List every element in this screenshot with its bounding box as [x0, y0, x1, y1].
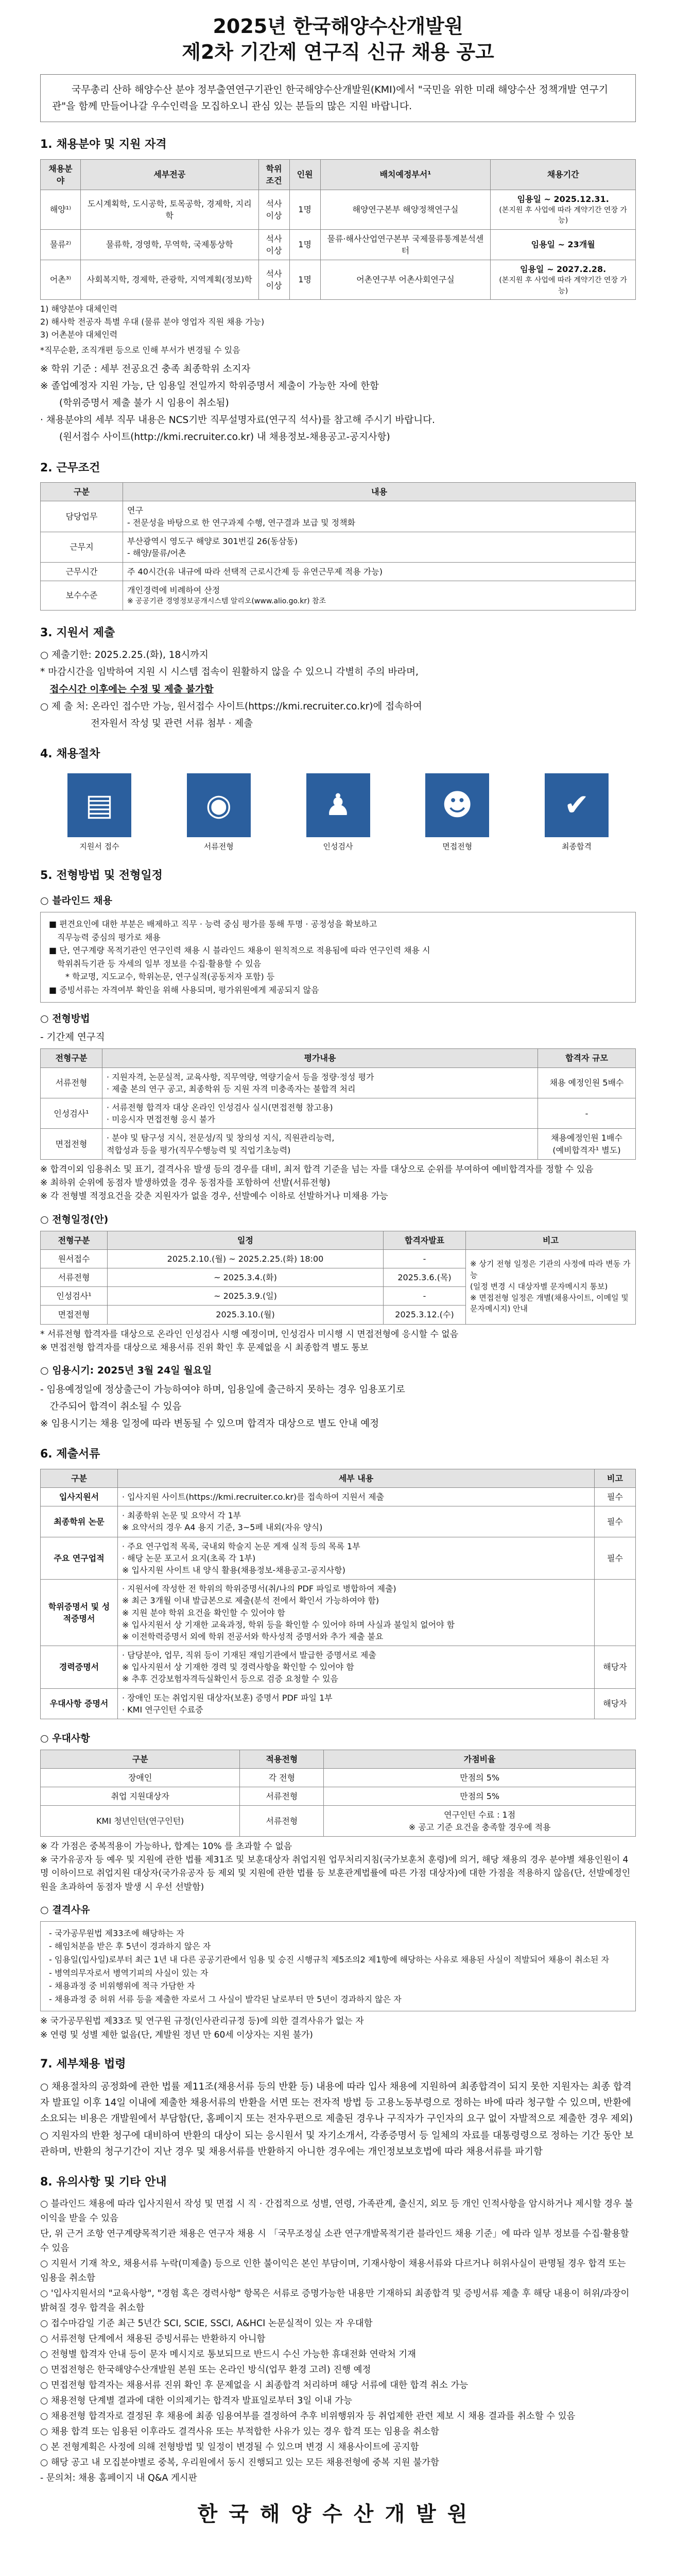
section-5-heading: 5. 전형방법 및 전형일정: [40, 869, 163, 882]
notice-line: ○ 지원서 기재 착오, 채용서류 누락(미제출) 등으로 인한 불이익은 본인 부담이며, 기재사항이 채용서류와 다르거나 허위사실이 판명될 경우 합격 또는 임용을 취소함: [40, 2258, 626, 2283]
cell-scale: -: [538, 1098, 636, 1129]
content-line: - 해양/물류/어촌: [127, 548, 186, 558]
table-row: [41, 501, 636, 532]
cell-content: · 분야 및 탐구성 지식, 전문성/직 및 창의성 지식, 직원관리능력, 적합성과 등을 평가(직무수행능력 및 직업기초능력): [102, 1129, 538, 1159]
step-1: [61, 773, 138, 853]
review-icon: ◉: [187, 773, 251, 837]
table-row: [41, 229, 636, 260]
notice-line: ○ 채용전형 합격자로 결정된 후 채용에 최종 임용여부를 결정하여 추후 비위행위자 등 취업제한 관련 제보 시 채용 결과를 취소할 수 있음: [40, 2411, 576, 2421]
notice-line: ○ '입사지원서의 "교육사항", "경험 혹은 경력사항" 항목은 서류로 증명가능한 내용만 기재하되 최종합격 및 증빙서류 제출 후 해당 내용이 허위/과장이 밝혀질 경우 합격을 취소함: [40, 2288, 630, 2313]
title-line-2: 제2차 기간제 연구직 신규 채용 공고: [182, 41, 494, 64]
table-row: [41, 1688, 636, 1719]
cell-content: · 서류전형 합격자 대상 온라인 인성검사 실시(면접전형 참고용) · 미응시자 면접전형 응시 불가: [102, 1098, 538, 1129]
table-row: [41, 1537, 636, 1580]
method-title: ○ 전형방법: [40, 1012, 90, 1024]
cell-date: ~ 2025.3.9.(일): [108, 1287, 384, 1306]
cell-content: [123, 501, 636, 532]
notice-line: ○ 면접전형 합격자는 채용서류 진위 확인 후 문제없을 시 최종합격 처리하며 해당 서류에 대한 합격 취소 가능: [40, 2380, 469, 2391]
method-table: [40, 1048, 636, 1159]
col-content: 세부 내용: [118, 1469, 595, 1487]
interview-icon: ☻: [425, 773, 489, 837]
table-row: [41, 260, 636, 300]
note-line: ※ 임용시기는 채용 일정에 따라 변동될 수 있으며 합격자 대상으로 별도 안내 예정: [40, 1418, 379, 1430]
blind-line: ■ 증빙서류는 자격여부 확인을 위해 사용되며, 평가위원에게 제공되지 않음: [49, 985, 319, 995]
page-title: [40, 13, 636, 65]
note-line: * 서류전형 합격자를 대상으로 온라인 인성검사 시행 예정이며, 인성검사 미시행 시 면접전형에 응시할 수 없음: [40, 1329, 459, 1340]
step-label: 지원서 접수: [79, 842, 119, 852]
period-text: 임용일 ~ 23개월: [531, 240, 595, 250]
step-4: [419, 773, 496, 853]
cell-note: 필수: [595, 1506, 636, 1537]
cell-field: 해양¹⁾: [41, 190, 81, 230]
blind-line: 학위취득기관 등 자세의 일부 정보를 수집·활용할 수 있음: [57, 958, 262, 969]
disq-line: - 채용과정 중 비위행위에 적극 가담한 자: [49, 1981, 195, 1991]
cell-note: 필수: [595, 1537, 636, 1580]
cell-type: 주요 연구업적: [41, 1537, 118, 1580]
col-stage: 적용전형: [240, 1750, 324, 1768]
footnote: 1) 해양분야 대체인력: [40, 303, 118, 314]
inquiry-line: - 문의처: 채용 홈페이지 내 Q&A 게시판: [40, 2472, 197, 2483]
recruit-field-table: [40, 159, 636, 300]
cell-content: [123, 532, 636, 562]
disq-line: - 채용과정 중 허위 서류 등을 제출한 자로서 그 사실이 발각된 날로부터 만 5년이 경과하지 않은 자: [49, 1994, 402, 2004]
submission-info: [40, 647, 636, 731]
cell-content: · 지원자격, 논문실적, 교육사항, 직무역량, 역량기술서 등을 정량·정성 평가 · 제출 본의 연구 공고, 최종학위 등 지원 자격 미충족자는 불합격 처리: [102, 1067, 538, 1098]
preference-title: ○ 우대사항: [40, 1733, 90, 1744]
disqualification-notes: [40, 2014, 636, 2042]
table-row: [41, 532, 636, 562]
law-line: ○ 채용절차의 공정화에 관한 법률 제11조(채용서류 등의 반환 등) 내용에 따라 입사 채용에 지원하여 최종합격이 되지 못한 지원자는 최종 합격자 발표일 이후 14일 이내에 제출한 채용서류의 반환을 서면 또는 전자적 방법 등 고용노동부령으로 정하는 바에 따라 청구할 수 있으며, 반환에 소요되는 비용은 개발원에서 부담함(단, 홈페이지 또는 전자우편으로 제출된 경우나 구직자가 구인자의 요구 없이 자발적으로 제출한 경우 제외): [40, 2081, 633, 2124]
note-line: 간주되어 합격이 취소될 수 있음: [49, 1401, 182, 1413]
schedule-notes: [40, 1328, 636, 1355]
schedule-title: ○ 전형일정(안): [40, 1213, 109, 1225]
step-label: 서류전형: [203, 842, 234, 852]
footnote: 3) 어촌분야 대체인력: [40, 329, 118, 340]
table-row: [41, 190, 636, 230]
col-count: 인원: [289, 159, 320, 190]
cell-period: [491, 229, 636, 260]
section-8-heading: 8. 유의사항 및 기타 안내: [40, 2176, 167, 2189]
cell-label: 근무지: [41, 532, 123, 562]
cell-degree: 석사 이상: [258, 229, 289, 260]
col-type: 전형구분: [41, 1049, 102, 1067]
table-row: [41, 1129, 636, 1159]
note-line: · 채용분야의 세부 직무 내용은 NCS기반 직무설명자료(연구직 석사)를 참고해 주시기 바랍니다.: [40, 415, 435, 426]
table-row: [41, 1768, 636, 1787]
col-label: 구분: [41, 483, 123, 501]
section-4-heading: 4. 채용절차: [40, 747, 100, 760]
note-line: * 마감시간을 임박하여 지원 시 시스템 접속이 원활하지 않을 수 있으니 각별히 주의 바라며,: [40, 667, 419, 678]
method-notes: [40, 1163, 636, 1204]
law-line: ○ 지원자의 반환 청구에 대비하여 반환의 대상이 되는 응시원서 및 자기소개서, 각종증명서 등 일체의 자료를 대통령령으로 정하는 기간 동안 보관하며, 반환의 청구기간이 지난 경우 및 채용서류를 반환하지 아니한 경우에는 개인정보보호법에 따라 채용서류를 파기함: [40, 2130, 634, 2158]
preference-notes: [40, 1840, 636, 1894]
table-row: [41, 1488, 636, 1506]
step-2: [180, 773, 257, 853]
col-date: 일정: [108, 1231, 384, 1249]
cell-count: 1명: [289, 260, 320, 300]
deadline-line: ○ 제출기한: 2025.2.25.(화), 18시까지: [40, 650, 209, 661]
cell-rate: 만점의 5%: [324, 1787, 636, 1806]
cell-type: 면접전형: [41, 1306, 108, 1324]
period-note: (본지원 후 사업에 따라 계약기간 연장 가능): [499, 276, 627, 295]
blind-line: 직무능력 중심의 평가로 채용: [57, 932, 161, 942]
table-row: [41, 1098, 636, 1129]
cell-rate: 만점의 5%: [324, 1768, 636, 1787]
cell-stage: 각 전형: [240, 1768, 324, 1787]
table-row: [41, 1506, 636, 1537]
table-row: [41, 1806, 636, 1836]
schedule-table: [40, 1231, 636, 1325]
step-3: [300, 773, 377, 853]
disqualification-title: ○ 결격사유: [40, 1904, 90, 1916]
note-line: ※ 학위 기준 : 세부 전공요건 충족 최종학위 소지자: [40, 364, 251, 375]
footnote-star: *직무순환, 조직개편 등으로 인해 부서가 변경될 수 있음: [40, 345, 240, 355]
period-text: 임용일 ~ 2027.2.28.: [520, 264, 606, 275]
note-line: ※ 각 가점은 중복적용이 가능하나, 합계는 10% 를 초과할 수 없음: [40, 1841, 292, 1852]
col-major: 세부전공: [80, 159, 258, 190]
cell-note: [595, 1580, 636, 1646]
note-line: (원서접수 사이트(http://kmi.recruiter.co.kr) 내 채용정보-채용공고-공지사항): [59, 432, 390, 443]
table-row: [41, 581, 636, 610]
disq-line: - 임용일(입사일)로부터 최근 1년 내 다른 공공기관에서 임용 및 승진 시행규칙 제5조의2 제1항에 해당하는 사유로 채용된 사실이 적발되어 채용이 취소된 자: [49, 1955, 610, 1965]
cell-content: · 주요 연구업적 목록, 국내외 학술지 논문 게재 실적 등의 목록 1부 · 해당 논문 포고서 요지(초록 각 1부) ※ 입사지원 사이트 내 양식 활용(채용정보-채용공고-공지사항): [118, 1537, 595, 1580]
cell-type: 서류전형: [41, 1067, 102, 1098]
table-row: [41, 1249, 636, 1268]
cell-scale: 채용예정인원 1배수 (예비합격자¹ 별도): [538, 1129, 636, 1159]
documents-table: [40, 1469, 636, 1719]
cell-content: · 최종학위 논문 및 요약서 각 1부 ※ 요약서의 경우 A4 용지 기준, 3~5페 내외(자유 양식): [118, 1506, 595, 1537]
cell-dept: 해양연구본부 해양정책연구실: [320, 190, 491, 230]
preference-table: [40, 1750, 636, 1837]
cell-note: 해당자: [595, 1688, 636, 1719]
col-period: 채용기간: [491, 159, 636, 190]
cell-label: 근무시간: [41, 563, 123, 581]
period-note: (본지원 후 사업에 따라 계약기간 연장 가능): [499, 206, 627, 225]
cell-degree: 석사 이상: [258, 190, 289, 230]
note-line: ※ 각 전형별 적정요건을 갖춘 지원자가 없을 경우, 선발예수 이하로 선발하거나 미채용 가능: [40, 1191, 388, 1202]
col-content: 내용: [123, 483, 636, 501]
cell-label: 보수수준: [41, 581, 123, 610]
cell-content: · 담당분야, 업무, 직위 등이 기재된 재임기관에서 발급한 증명서로 제출 ※ 입사지원서 상 기재한 경력 및 경력사항을 확인할 수 있어야 함 ※ 추후 건강보험자격득실확인서 등으로 검증 요청할 수 있음: [118, 1646, 595, 1689]
notice-line: ○ 전형별 합격자 안내 등이 문자 메시지로 통보되므로 반드시 수신 가능한 휴대전화 연락처 기재: [40, 2349, 416, 2360]
cell-stage: 서류전형: [240, 1806, 324, 1836]
title-line-1: 2025년 한국해양수산개발원: [213, 15, 463, 38]
note-line: ※ 졸업예정자 지원 가능, 단 임용일 전일까지 학위증명서 제출이 가능한 자에 한함: [40, 381, 379, 392]
col-field: 채용분야: [41, 159, 81, 190]
notice-line: 단, 위 근거 조항 연구계량목적기관 채용은 연구자 채용 시 「국무조정실 소관 연구개발목적기관 블라인드 채용 기준」에 따라 일부 정보를 수집·활용할 수 있음: [40, 2228, 629, 2253]
cell-field: 어촌³⁾: [41, 260, 81, 300]
col-scale: 합격자 규모: [538, 1049, 636, 1067]
cell-type: 입사지원서: [41, 1488, 118, 1506]
content-line: 부산광역시 영도구 해양로 301번길 26(동삼동): [127, 536, 298, 546]
table-row: [41, 563, 636, 581]
note-line: (학위증명서 제출 불가 시 임용이 취소됨): [59, 398, 229, 409]
cell-type: 취업 지원대상자: [41, 1787, 240, 1806]
blind-line: ■ 단, 연구계량 목적기관인 연구인력 채용 시 블라인드 채용이 원칙적으로 적용됨에 따라 연구인력 채용 시: [49, 945, 430, 956]
cell-type: 서류전형: [41, 1268, 108, 1286]
appoint-lines: [40, 1382, 636, 1432]
col-content: 평가내용: [102, 1049, 538, 1067]
document-icon: ▤: [67, 773, 131, 837]
col-remark: 비고: [466, 1231, 636, 1249]
section-1-footnotes: [40, 303, 636, 357]
notice-line: ○ 블라인드 채용에 따라 입사지원서 작성 및 면접 시 직 · 간접적으로 성별, 연령, 가족관계, 출신지, 외모 등 개인 인적사항을 암시하거나 제시할 경우 불이익을 받을 수 있음: [40, 2198, 633, 2224]
footnote: 2) 해사학 전공자 특별 우대 (물류 분야 영업자 직원 채용 가능): [40, 316, 265, 327]
blind-box: [40, 912, 636, 1003]
note-line: ※ 면접전형 합격자를 대상으로 채용서류 진위 확인 후 문제없을 시 최종합격 별도 통보: [40, 1342, 369, 1353]
cell-type: 학위증명서 및 성적증명서: [41, 1580, 118, 1646]
col-rate: 가점비율: [324, 1750, 636, 1768]
work-condition-table: [40, 482, 636, 611]
notice-line: ○ 접수마감일 기준 최근 5년간 SCI, SCIE, SSCI, A&HCI 논문실적이 있는 자 우대함: [40, 2318, 373, 2329]
step-label: 최종합격: [562, 842, 592, 852]
cell-content: · 지원서에 작성한 전 학위의 학위증명서(취/나의 PDF 파일로 병합하여 제출) ※ 최근 3개월 이내 발급본으로 제출(분석 전에서 확인서 가능하여야 함) ※ 지원 분야 학위 요건을 확인할 수 있어야 함 ※ 입사지원서 상 기재한 교육과정, 학위 등을 확인할 수 있어야 하며 사실과 불일치 없어야 함 ※ 이전학력증명서 외에 학위 전공서와 학사성적 증명서와 추가 제출 불요: [118, 1580, 595, 1646]
note-line: ※ 국가공무원법 제33조 및 연구원 규정(인사관리규정 등)에 의한 결격사유가 없는 자: [40, 2016, 364, 2027]
disq-line: - 해임처분을 받은 후 5년이 경과하지 않은 자: [49, 1941, 211, 1952]
cell-dept: 물류·해사산업연구본부 국제물류통계분석센터: [320, 229, 491, 260]
cell-rate: 연구인턴 수료 : 1점 ※ 공고 기준 요건을 충족할 경우에 적용: [324, 1806, 636, 1836]
cell-remark: ※ 상기 전형 일정은 기관의 사정에 따라 변동 가능 (일정 변경 시 대상자별 문자메시지 통보) ※ 면접전형 일정은 개별(채용사이트, 이메일 및 문자메시지) 안내: [466, 1249, 636, 1324]
notice-line: ○ 해당 공고 내 모집분야별로 중복, 우리원에서 동시 진행되고 있는 모든 채용전형에 중복 지원 불가함: [40, 2457, 439, 2468]
disq-line: - 국가공무원법 제33조에 해당하는 자: [49, 1928, 184, 1938]
process-steps: [40, 768, 636, 853]
intro-box: 국무총리 산하 해양수산 분야 정부출연연구기관인 한국해양수산개발원(KMI)에서 "국민을 위한 미래 해양수산 정책개발 연구기관"을 함께 만들어나갈 우수인력을 모집하오니 관심 있는 분들의 많은 지원 바랍니다.: [40, 74, 636, 122]
note-line: ※ 최하위 순위에 동점자 발생하였을 경우 동점자를 포함하여 선발(서류전형): [40, 1178, 331, 1189]
cell-period: [491, 190, 636, 230]
col-type: 구분: [41, 1750, 240, 1768]
col-note: 비고: [595, 1469, 636, 1487]
cell-label: 담당업무: [41, 501, 123, 532]
cell-type: KMI 청년인턴(연구인턴): [41, 1806, 240, 1836]
cell-field: 물류²⁾: [41, 229, 81, 260]
cell-note: 필수: [595, 1488, 636, 1506]
cell-type: 우대사항 증명서: [41, 1688, 118, 1719]
handshake-icon: ✔: [545, 773, 609, 837]
table-row: [41, 1067, 636, 1098]
cell-count: 1명: [289, 190, 320, 230]
cell-result: 2025.3.12.(수): [384, 1306, 466, 1324]
content-line: 개인경력에 비례하여 산정: [127, 585, 220, 596]
col-result: 합격자발표: [384, 1231, 466, 1249]
cell-content: · 입사지원 사이트(https://kmi.recruiter.co.kr)를 접속하여 지원서 제출: [118, 1488, 595, 1506]
alio-link[interactable]: ※ 공공기관 경영정보공개시스템 알리오(www.alio.go.kr) 참조: [127, 597, 326, 606]
organization-footer: 한국해양수산개발원: [197, 2502, 479, 2526]
section-7-body: [40, 2079, 636, 2160]
cell-type: 최종학위 논문: [41, 1506, 118, 1537]
cell-note: 해당자: [595, 1646, 636, 1689]
cell-type: 인성검사¹: [41, 1287, 108, 1306]
cell-content: [123, 581, 636, 610]
section-3-heading: 3. 지원서 제출: [40, 626, 115, 639]
cell-major: 물류학, 경영학, 무역학, 국제통상학: [80, 229, 258, 260]
submit-site-line[interactable]: ○ 제 출 처: 온라인 접수만 가능, 원서접수 사이트(https://kmi.recruiter.co.kr)에 접속하여: [40, 701, 422, 712]
cell-date: 2025.2.10.(월) ~ 2025.2.25.(화) 18:00: [108, 1249, 384, 1268]
col-type: 구분: [41, 1469, 118, 1487]
cell-scale: 채용 예정인원 5배수: [538, 1067, 636, 1098]
cell-type: 면접전형: [41, 1129, 102, 1159]
cell-result: -: [384, 1287, 466, 1306]
table-row: [41, 1787, 636, 1806]
notice-line: ○ 서류전형 단계에서 채용된 증빙서류는 반환하지 아니함: [40, 2333, 266, 2344]
appoint-title: ○ 임용시기: 2025년 3월 24일 월요일: [40, 1365, 212, 1377]
cell-degree: 석사 이상: [258, 260, 289, 300]
content-line: - 전문성을 바탕으로 한 연구과제 수행, 연구결과 보급 및 정책화: [127, 517, 356, 528]
cell-dept: 어촌연구부 어촌사회연구실: [320, 260, 491, 300]
notice-line: ○ 채용 합격 또는 임용된 이후라도 결격사유 또는 부적합한 사유가 있는 경우 합격 또는 임용을 취소함: [40, 2426, 439, 2437]
note-line: ※ 연령 및 성별 제한 없음(단, 계발원 정년 만 60세 이상자는 지원 불가): [40, 2029, 313, 2040]
blind-title: ○ 블라인드 채용: [40, 895, 112, 907]
notice-line: ○ 채용전형 단계별 결과에 대한 이의제기는 합격자 발표일로부터 3일 이내 가능: [40, 2395, 353, 2406]
col-type: 전형구분: [41, 1231, 108, 1249]
notice-line: ○ 면접전형은 한국해양수산개발원 본원 또는 온라인 방식(업무 환경 고려) 진행 예정: [40, 2364, 371, 2375]
note-line: ※ 국가유공자 등 예우 및 지원에 관한 법률 제31조 및 보훈대상자 취업지원 업무처리지침(국가보훈처 훈령)에 의거, 해당 채용의 경우 분야별 채용인원이 4명 이하이므로 취업지원 대상자(국가유공자 등 제외 및 지원에 관한 법률 등 보훈관계법률에 따른 가점 대상자)에 대한 가점을 적용하지 않음(단, 선발예정인원을 초과하여 동점자 발생 시 우선 선발함): [40, 1855, 631, 1892]
cell-content: 주 40시간(유 내규에 따라 선택적 근로시간제 등 유연근무제 적용 가능): [123, 563, 636, 581]
table-row: [41, 1646, 636, 1689]
cell-content: · 장애인 또는 취업지원 대상자(보훈) 증명서 PDF 파일 1부 · KMI 연구인턴 수료증: [118, 1688, 595, 1719]
cell-major: 도시계획학, 도시공학, 토목공학, 경제학, 지리학: [80, 190, 258, 230]
section-2-heading: 2. 근무조건: [40, 461, 100, 474]
step-5: [538, 773, 615, 853]
notice-line: ○ 본 전형계획은 사정에 의해 전형방법 및 일정이 변경될 수 있으며 변경 시 채용사이트에 공지함: [40, 2442, 419, 2452]
cell-type: 원서접수: [41, 1249, 108, 1268]
cell-date: ~ 2025.3.4.(화): [108, 1268, 384, 1286]
cell-type: 경력증명서: [41, 1646, 118, 1689]
cell-result: 2025.3.6.(목): [384, 1268, 466, 1286]
section-1-notes: [40, 361, 636, 445]
cell-type: 장애인: [41, 1768, 240, 1787]
cell-stage: 서류전형: [240, 1787, 324, 1806]
step-label: 면접전형: [442, 842, 473, 852]
period-text: 임용일 ~ 2025.12.31.: [517, 194, 609, 204]
cell-period: [491, 260, 636, 300]
note-line-emphasis: 접수시간 이후에는 수정 및 제출 불가함: [49, 684, 214, 695]
section-7-heading: 7. 세부채용 법령: [40, 2058, 126, 2071]
table-row: [41, 1580, 636, 1646]
disq-line: - 병역의무자로서 병역기피의 사실이 있는 자: [49, 1968, 209, 1978]
cell-result: -: [384, 1249, 466, 1268]
cell-date: 2025.3.10.(월): [108, 1306, 384, 1324]
section-6-heading: 6. 제출서류: [40, 1448, 100, 1461]
blind-line: ■ 편견요인에 대한 부분은 배제하고 직무 · 능력 중심 평가를 통해 투명 · 공정성을 확보하고: [49, 919, 377, 929]
col-dept: 배치예정부서¹: [320, 159, 491, 190]
note-line: - 임용예정일에 정상출근이 가능하여야 하며, 임용일에 출근하지 못하는 경우 임용포기로: [40, 1384, 405, 1395]
person-icon: ♟: [306, 773, 370, 837]
col-degree: 학위조건: [258, 159, 289, 190]
section-8-body: [40, 2197, 636, 2485]
disqualification-box: [40, 1921, 636, 2012]
cell-type: 인성검사¹: [41, 1098, 102, 1129]
cell-major: 사회복지학, 경제학, 관광학, 지역계획(정보)학: [80, 260, 258, 300]
method-sub: - 기간제 연구직: [40, 1032, 105, 1043]
content-line: 연구: [127, 505, 143, 516]
note-line: ※ 합격이외 임용취소 및 표기, 결격사유 발생 등의 경우를 대비, 최저 합격 기준을 넘는 자를 대상으로 순위를 부여하여 예비합격자를 정할 수 있음: [40, 1164, 594, 1175]
note-line: 전자원서 작성 및 관련 서류 첨부 · 제출: [91, 718, 253, 729]
step-label: 인성검사: [323, 842, 353, 852]
cell-count: 1명: [289, 229, 320, 260]
section-1-heading: 1. 채용분야 및 지원 자격: [40, 138, 167, 151]
blind-line: * 학교명, 지도교수, 학위논문, 연구실적(공동저자 포함) 등: [65, 972, 275, 982]
